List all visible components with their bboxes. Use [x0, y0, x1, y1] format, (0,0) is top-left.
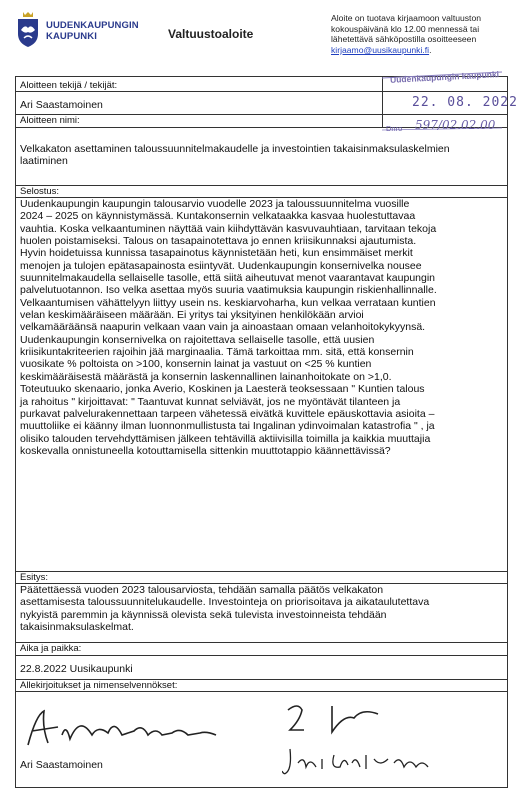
submission-note: [331, 13, 516, 55]
stamp-organization: Uudenkaupungin kaupunki: [389, 69, 500, 85]
row-divider: [16, 691, 507, 692]
authors-value[interactable]: Ari Saastamoinen: [20, 99, 103, 111]
explanation-value[interactable]: Uudenkaupungin kaupungin talousarvio vuodelle 2023 ja taloussuunnitelma vuosille 2024 – 2025 on käynnistymässä. Kuntakonsernin velkataakka kasvaa huolestuttavaa vauhtia. Koska velkaantuminen näyttää vain kiihdyttävän kasvuvauhtiaan, tarvitaan tekoja huolen poistamiseksi. Talous on tasapainotettava jo ennen kriisikunnaksi ajautumista. Hyvin hoidetuissa kunnissa tasapainotus käynnistetään heti, kun ensimmäiset merkit menojen ja tulojen epätasapainosta esiintyvät. Uudenkaupungin konsernivelka nousee suunnitelmakaudella sellaiselle tasolle, että siitä aiheutuvat menot vaarantavat kaupungin palvelutuotannon. Iso velka asettaa myös suuria vaatimuksia kaupungin riskienhallinnalle. Velkaantumisen vähättelyyn liittyy usein ns. keskiarvoharha, kun velkaa verrataan kuntien velan keskimääräiseen määrään. Ei yritys tai yksityinen henkilökään arvioi velkamääräänsä naapurin velkaan vaan vain ja ainoastaan omaan velanhoitokykyynsä. Uudenkaupungin konsernivelka on rajoitettava sellaiselle tasolle, että uusien kriisikuntakriteerien rajoihin jää marginaalia. Tämä tarkoittaa mm. sitä, että konsernin vuosikate % poltoista on >100, konsernin lainat ja vastuut on <25 % kuntien keskimääräisestä määrästä ja konsernin laskennallinen lainanhoitokate on >1,0. Toteutuuko skenaario, jonka Averio, Koskinen ja Laesterä teoksessaan " Kuntien talous ja rahoitus " kirjoittavat: " Taantuvat kunnat selviävät, jos ne myöntävät tilanteen ja purkavat palvelurakennettaan tarpeen vähetessä eivätkä kuvittele epäuskottavia asioita – muuttoliike ei käänny ilman luonnonmullistusta tai Ingalinan ydinvoimalan katastrofia " , ja olisiko talouden tervehdyttämisen jälkeen tehtävillä aktiivisilla toimilla ja kaikkia muuttajia koskevalla onnistuneella kotouttamisella sittenkin muuttotappio käännettävissä?: [20, 198, 437, 457]
proposal-value[interactable]: Päätettäessä vuoden 2023 talousarviosta, tehdään samalla päätös velkakaton asettamisesta taloussuunnitelukaudelle. Investointeja on priorisoitava ja aikataulutettava nykyistä paremmin ja käynnissä olevista sekä tulevista investoinneista tehdään takaisinmaksulaskelmat.: [20, 584, 430, 634]
signature-1: [22, 705, 242, 753]
submission-note-end: .: [429, 44, 432, 55]
time-place-label: Aika ja paikka:: [20, 643, 82, 654]
signature-2: [282, 700, 402, 740]
org-line-2: KAUPUNKI: [46, 31, 97, 42]
document-title: Valtuustoaloite: [168, 27, 254, 41]
stamp-dnro-value: 597/02.02.00: [415, 118, 496, 132]
signatures-label: Allekirjoitukset ja nimenselvennökset:: [20, 680, 178, 691]
kirjaamo-email-link[interactable]: kirjaamo@uusikaupunki.fi: [331, 44, 430, 55]
initiative-name-value[interactable]: Velkakaton asettaminen taloussuunnitelmakaudelle ja investointien takaisinmaksulaskelmien laatiminen: [20, 143, 450, 168]
row-divider: [16, 571, 507, 572]
stamp-dnro-label: Dnro: [386, 124, 403, 133]
explanation-label: Selostus:: [20, 186, 60, 197]
signer-1-name: Ari Saastamoinen: [20, 759, 103, 771]
authors-label: Aloitteen tekijä / tekijät:: [20, 80, 118, 91]
org-line-1: UUDENKAUPUNGIN: [46, 20, 139, 31]
initiative-name-label: Aloitteen nimi:: [20, 115, 80, 126]
organization-name: [46, 20, 139, 42]
row-divider: [16, 185, 507, 186]
city-coat-of-arms-icon: [17, 10, 39, 48]
time-place-value[interactable]: 22.8.2022 Uusikaupunki: [20, 663, 133, 675]
signature-2-name-clarification: [282, 745, 432, 781]
row-divider: [16, 655, 507, 656]
row-divider: [16, 642, 507, 643]
proposal-label: Esitys:: [20, 572, 48, 583]
stamp-date: 22. 08. 2022: [412, 95, 518, 110]
initiative-form: [15, 76, 508, 788]
submission-note-text: Aloite on tuotava kirjaamoon valtuuston kokouspäivänä klo 12.00 mennessä tai lähetettävä sähköpostilla osoitteeseen: [331, 13, 482, 45]
